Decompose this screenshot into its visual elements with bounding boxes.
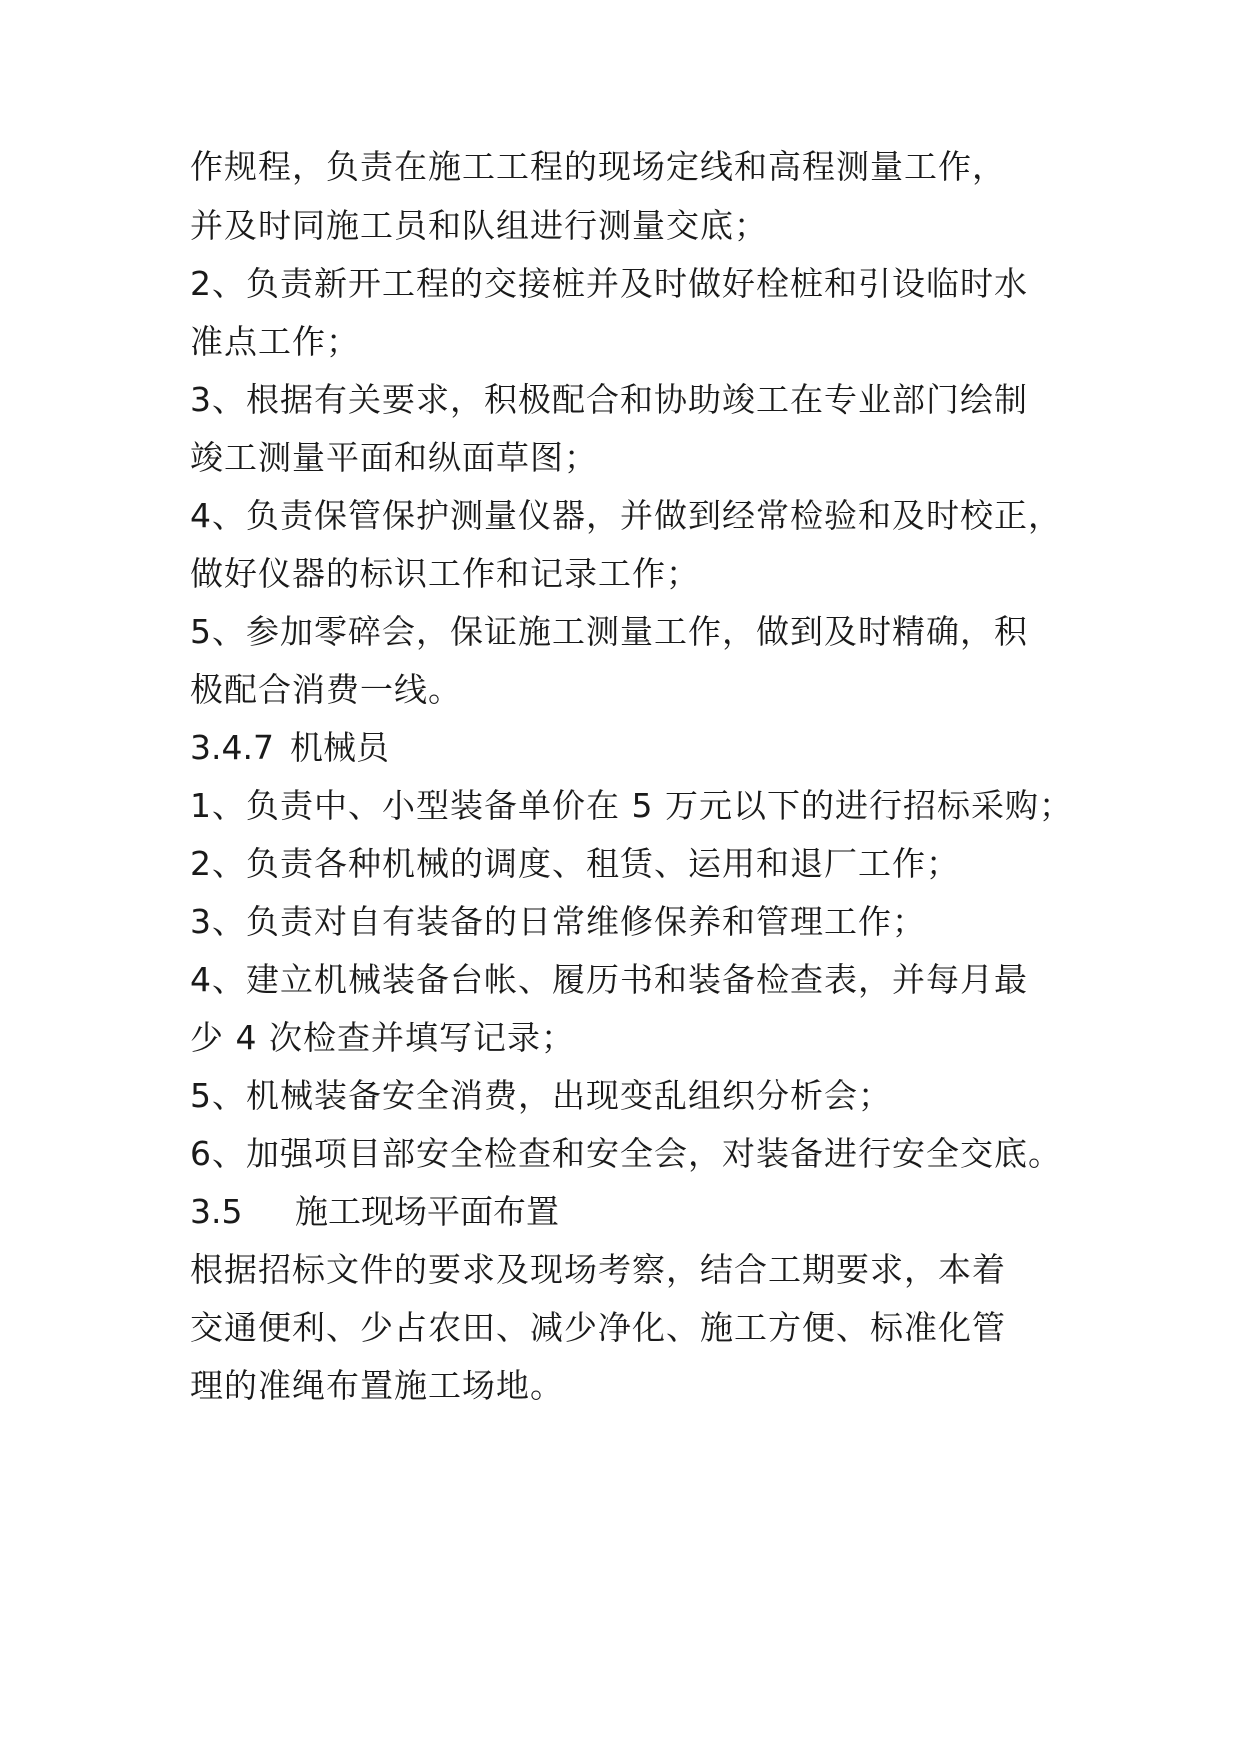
section-heading-3-4-7 bbox=[190, 728, 389, 768]
text-line: 准点工作； bbox=[190, 322, 360, 361]
text-line: 6、加强项目部安全检查和安全会，对装备进行安全交底。 bbox=[190, 1134, 1062, 1173]
text-line: 3、负责对自有装备的日常维修保养和管理工作； bbox=[190, 902, 926, 941]
text-line: 2、负责各种机械的调度、租赁、运用和退厂工作； bbox=[190, 844, 960, 883]
text-line: 根据招标文件的要求及现场考察，结合工期要求，本着 bbox=[190, 1250, 1006, 1289]
text-line: 4、建立机械装备台帐、履历书和装备检查表，并每月最 bbox=[190, 960, 1028, 999]
section-title: 机械员 bbox=[290, 728, 389, 767]
text-line: 竣工测量平面和纵面草图； bbox=[190, 438, 598, 477]
text-line: 交通便利、少占农田、减少净化、施工方便、标准化管 bbox=[190, 1308, 1006, 1347]
text-line: 做好仪器的标识工作和记录工作； bbox=[190, 554, 700, 593]
text-line: 5、参加零碎会，保证施工测量工作，做到及时精确，积 bbox=[190, 612, 1028, 651]
section-number: 3.4.7 bbox=[190, 728, 274, 767]
section-title: 施工现场平面布置 bbox=[295, 1192, 559, 1231]
text-line: 2、负责新开工程的交接桩并及时做好栓桩和引设临时水 bbox=[190, 264, 1028, 303]
text-line: 理的准绳布置施工场地。 bbox=[190, 1366, 564, 1405]
text-line: 并及时同施工员和队组进行测量交底； bbox=[190, 206, 768, 245]
text-line: 作规程，负责在施工工程的现场定线和高程测量工作， bbox=[190, 147, 1006, 186]
text-line: 5、机械装备安全消费，出现变乱组织分析会； bbox=[190, 1076, 892, 1115]
text-line: 4、负责保管保护测量仪器，并做到经常检验和及时校正， bbox=[190, 496, 1062, 535]
section-heading-3-5 bbox=[190, 1192, 559, 1232]
text-line: 3、根据有关要求，积极配合和协助竣工在专业部门绘制 bbox=[190, 380, 1028, 419]
section-number: 3.5 bbox=[190, 1192, 243, 1231]
text-line: 1、负责中、小型装备单价在 5 万元以下的进行招标采购； bbox=[190, 786, 1073, 825]
text-line: 极配合消费一线。 bbox=[190, 670, 462, 709]
text-line: 少 4 次检查并填写记录； bbox=[190, 1018, 575, 1057]
